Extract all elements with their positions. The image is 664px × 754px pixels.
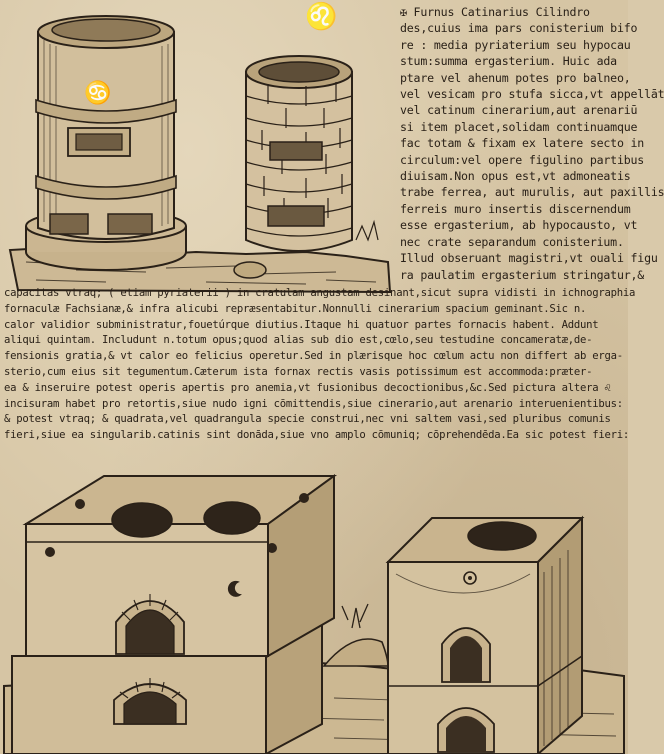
text-line: incisuram habet pro retortis,siue nudo igni cōmittendis,siue cinerario,aut arenario interuenientibus: — [4, 397, 623, 410]
woodcut-rectangular-furnaces — [4, 462, 624, 754]
text-line: sterio,cum eius sit tegumentum.Cæterum ista fornax rectis vasis potissimum est accommoda:præter- — [4, 365, 593, 378]
text-line: ferreis muro insertis discernendum — [400, 201, 631, 216]
text-line: fensionis gratia,& vt calor eo felicius operetur.Sed in plærisque hoc cœlum actu non differt ab erga- — [4, 350, 623, 363]
text-line: & potest vtraq; & quadrata,vel quadrangula specie construi,nec vni saltem vasi,sed pluribus comunis — [4, 413, 611, 426]
text-line: capacitas vtraq; ( etiam pyriaterii ) in cratulam angustam desinant,sicut supra vidisti in ichnographia — [4, 287, 636, 299]
text-line: ✠ Furnus Catinarius Cilindro — [400, 5, 590, 19]
furnace-right-rectangular — [388, 518, 582, 754]
furnace-left-rectangular — [12, 476, 334, 754]
text-line: si item placet,solidam continuamque — [400, 119, 638, 134]
column-text — [400, 4, 664, 283]
figure-marker-right: ♌ — [305, 2, 338, 32]
text-line: ea & inseruire potest operis apertis pro anemia,vt fusionibus decoctionibus,&c.Sed pictura altera ♌ — [4, 381, 611, 394]
text-line: trabe ferrea, aut murulis, aut paxillis — [400, 185, 664, 200]
text-line: fac totam & fixam ex latere secto in — [400, 136, 645, 151]
figure-marker-left: ♋ — [84, 80, 112, 106]
text-line: nec crate separandum conisterium. — [400, 234, 624, 249]
woodcut-cylindrical-furnaces — [6, 0, 394, 300]
text-line: vel vesicam pro stufa sicca,vt appellāt — [400, 87, 664, 102]
text-line: fieri,siue ea singularib.catinis sint donāda,siue vno amplo cōmuniq; cōprehendēda.Ea sic potest fieri: — [4, 429, 630, 442]
text-line: ptare vel ahenum potes pro balneo, — [400, 70, 631, 85]
text-line: fornaculæ Fachsianæ,& infra alicubi repræsentabitur.Nonnulli cinerarium spacium geminant.Sic n. — [4, 302, 587, 315]
text-line: stum:summa ergasterium. Huic ada — [400, 54, 617, 69]
text-line: circulum:vel opere figulino partibus — [400, 152, 645, 167]
text-line: diuisam.Non opus est,vt admoneatis — [400, 169, 631, 184]
text-line: ra paulatim ergasterium stringatur,& — [400, 267, 645, 282]
furnace-left-cylinder — [26, 16, 186, 270]
text-line: Illud obseruant magistri,vt ouali figu — [400, 251, 658, 266]
text-line: vel catinum cinerarium,aut arenariū — [400, 103, 638, 118]
text-line: esse ergasterium, ab hypocausto, vt — [400, 218, 638, 233]
text-line: re : media pyriaterium seu hypocau — [400, 37, 631, 52]
text-line: aliqui quintam. Includunt n.totum opus;quod alias sub dio est,cœlo,seu testudine concameratæ,de- — [4, 334, 593, 347]
body-text — [4, 286, 636, 444]
text-line: calor validior subministratur,fouetúrque diutius.Itaque hi quatuor partes fornacis habent. Addunt — [4, 318, 599, 331]
text-line: des,cuius ima pars conisterium bifo — [400, 21, 638, 36]
furnace-right-brick-cylinder — [234, 56, 378, 278]
